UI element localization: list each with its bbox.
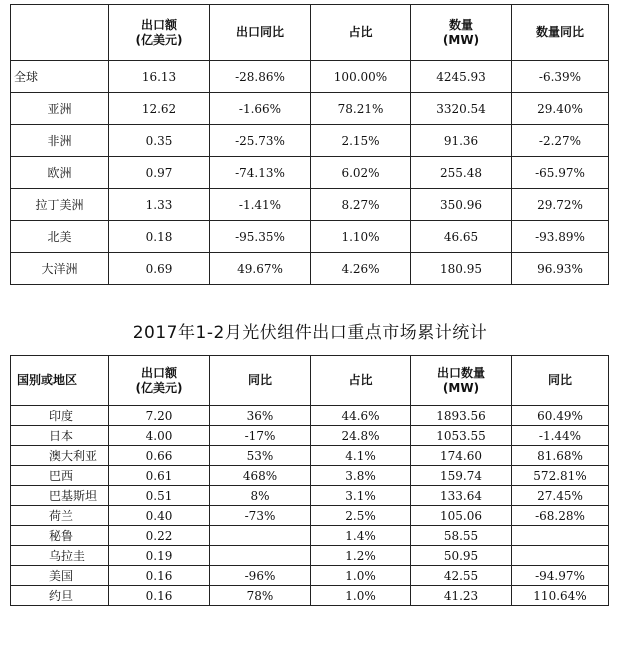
value-cell: 12.62 (109, 93, 210, 125)
row-label-cell: 大洋洲 (11, 253, 109, 285)
region-export-table (10, 4, 609, 285)
header-cell (411, 356, 512, 406)
value-cell: 81.68% (512, 446, 609, 466)
value-cell: 0.66 (109, 446, 210, 466)
value-cell: 29.40% (512, 93, 609, 125)
header-cell: 出口同比 (210, 5, 311, 61)
value-cell: -95.35% (210, 221, 311, 253)
header-cell: 国别或地区 (11, 356, 109, 406)
table-row (11, 61, 609, 93)
row-label-cell: 秘鲁 (11, 526, 109, 546)
value-cell: 0.35 (109, 125, 210, 157)
value-cell: 0.69 (109, 253, 210, 285)
value-cell: 3.1% (311, 486, 411, 506)
value-cell: 4245.93 (411, 61, 512, 93)
value-cell: 0.97 (109, 157, 210, 189)
value-cell: 1053.55 (411, 426, 512, 446)
value-cell: -25.73% (210, 125, 311, 157)
table-body (11, 61, 609, 285)
value-cell: -73% (210, 506, 311, 526)
row-label-cell: 欧洲 (11, 157, 109, 189)
table-caption: 2017年1-2月光伏组件出口重点市场累计统计 (132, 323, 488, 343)
table-row (11, 426, 609, 446)
value-cell: 60.49% (512, 406, 609, 426)
header-cell: 占比 (311, 356, 411, 406)
table-row (11, 189, 609, 221)
value-cell: -94.97% (512, 566, 609, 586)
value-cell: 174.60 (411, 446, 512, 466)
header-cell: 占比 (311, 5, 411, 61)
value-cell: 4.00 (109, 426, 210, 446)
header-cell (411, 5, 512, 61)
header-line: 出口额 (140, 365, 177, 380)
row-label-cell: 印度 (11, 406, 109, 426)
table-row (11, 486, 609, 506)
value-cell: 572.81% (512, 466, 609, 486)
value-cell: 2.5% (311, 506, 411, 526)
row-label-cell: 巴基斯坦 (11, 486, 109, 506)
table-row (11, 406, 609, 426)
value-cell: 49.67% (210, 253, 311, 285)
value-cell: -96% (210, 566, 311, 586)
header-cell (11, 5, 109, 61)
table-row (11, 546, 609, 566)
value-cell: 27.45% (512, 486, 609, 506)
value-cell: 0.51 (109, 486, 210, 506)
value-cell: 159.74 (411, 466, 512, 486)
value-cell: 8% (210, 486, 311, 506)
header-cell (109, 356, 210, 406)
table-row (11, 506, 609, 526)
value-cell: 24.8% (311, 426, 411, 446)
value-cell (512, 526, 609, 546)
header-line: (MW) (442, 32, 480, 47)
value-cell: 350.96 (411, 189, 512, 221)
value-cell: 1.4% (311, 526, 411, 546)
table-row (11, 253, 609, 285)
value-cell: 0.16 (109, 566, 210, 586)
row-label-cell: 美国 (11, 566, 109, 586)
header-cell (109, 5, 210, 61)
value-cell: -68.28% (512, 506, 609, 526)
value-cell: 1.2% (311, 546, 411, 566)
table-header-row (11, 5, 609, 61)
value-cell (210, 546, 311, 566)
header-cell: 同比 (512, 356, 609, 406)
header-line: 数量 (448, 17, 473, 32)
value-cell: 91.36 (411, 125, 512, 157)
value-cell: 8.27% (311, 189, 411, 221)
value-cell: 133.64 (411, 486, 512, 506)
value-cell: 1.0% (311, 586, 411, 606)
table-row (11, 221, 609, 253)
table-header-row (11, 356, 609, 406)
table-row (11, 466, 609, 486)
table-row (11, 93, 609, 125)
value-cell: 53% (210, 446, 311, 466)
row-label-cell: 北美 (11, 221, 109, 253)
value-cell (210, 526, 311, 546)
value-cell: 2.15% (311, 125, 411, 157)
value-cell: 0.40 (109, 506, 210, 526)
value-cell: 180.95 (411, 253, 512, 285)
value-cell: 50.95 (411, 546, 512, 566)
value-cell: 0.22 (109, 526, 210, 546)
row-label-cell: 荷兰 (11, 506, 109, 526)
value-cell: -93.89% (512, 221, 609, 253)
value-cell: -1.44% (512, 426, 609, 446)
value-cell: 41.23 (411, 586, 512, 606)
header-line: (MW) (442, 380, 480, 395)
value-cell: 44.6% (311, 406, 411, 426)
value-cell: 78.21% (311, 93, 411, 125)
value-cell: -28.86% (210, 61, 311, 93)
header-line: (亿美元) (135, 380, 183, 395)
header-cell: 同比 (210, 356, 311, 406)
value-cell: 1893.56 (411, 406, 512, 426)
value-cell: 110.64% (512, 586, 609, 606)
value-cell: -1.41% (210, 189, 311, 221)
table-row (11, 157, 609, 189)
value-cell: 3.8% (311, 466, 411, 486)
table-row (11, 526, 609, 546)
value-cell: 29.72% (512, 189, 609, 221)
value-cell: 0.16 (109, 586, 210, 606)
table-row (11, 586, 609, 606)
row-label-cell: 拉丁美洲 (11, 189, 109, 221)
table-row (11, 125, 609, 157)
value-cell: 3320.54 (411, 93, 512, 125)
value-cell: 0.61 (109, 466, 210, 486)
value-cell: 6.02% (311, 157, 411, 189)
value-cell: 1.33 (109, 189, 210, 221)
value-cell: 42.55 (411, 566, 512, 586)
value-cell: -65.97% (512, 157, 609, 189)
value-cell: 1.0% (311, 566, 411, 586)
value-cell: 58.55 (411, 526, 512, 546)
value-cell: 468% (210, 466, 311, 486)
value-cell: 46.65 (411, 221, 512, 253)
value-cell: -2.27% (512, 125, 609, 157)
row-label-cell: 乌拉圭 (11, 546, 109, 566)
row-label-cell: 澳大利亚 (11, 446, 109, 466)
row-label-cell: 巴西 (11, 466, 109, 486)
row-label-cell: 约旦 (11, 586, 109, 606)
value-cell: -1.66% (210, 93, 311, 125)
value-cell: 1.10% (311, 221, 411, 253)
row-label-cell: 全球 (11, 61, 109, 93)
value-cell: -17% (210, 426, 311, 446)
value-cell: 7.20 (109, 406, 210, 426)
value-cell: 4.26% (311, 253, 411, 285)
value-cell: 0.19 (109, 546, 210, 566)
table-row (11, 566, 609, 586)
value-cell: 0.18 (109, 221, 210, 253)
value-cell (512, 546, 609, 566)
value-cell: 96.93% (512, 253, 609, 285)
table-body (11, 406, 609, 606)
value-cell: 4.1% (311, 446, 411, 466)
row-label-cell: 非洲 (11, 125, 109, 157)
value-cell: 78% (210, 586, 311, 606)
header-line: 出口数量 (436, 365, 485, 380)
row-label-cell: 亚洲 (11, 93, 109, 125)
row-label-cell: 日本 (11, 426, 109, 446)
table-row (11, 446, 609, 466)
value-cell: 105.06 (411, 506, 512, 526)
market-export-table (10, 355, 609, 606)
value-cell: 255.48 (411, 157, 512, 189)
header-line: 出口额 (140, 17, 177, 32)
value-cell: 16.13 (109, 61, 210, 93)
value-cell: -74.13% (210, 157, 311, 189)
header-line: (亿美元) (135, 32, 183, 47)
value-cell: -6.39% (512, 61, 609, 93)
value-cell: 36% (210, 406, 311, 426)
value-cell: 100.00% (311, 61, 411, 93)
header-cell: 数量同比 (512, 5, 609, 61)
